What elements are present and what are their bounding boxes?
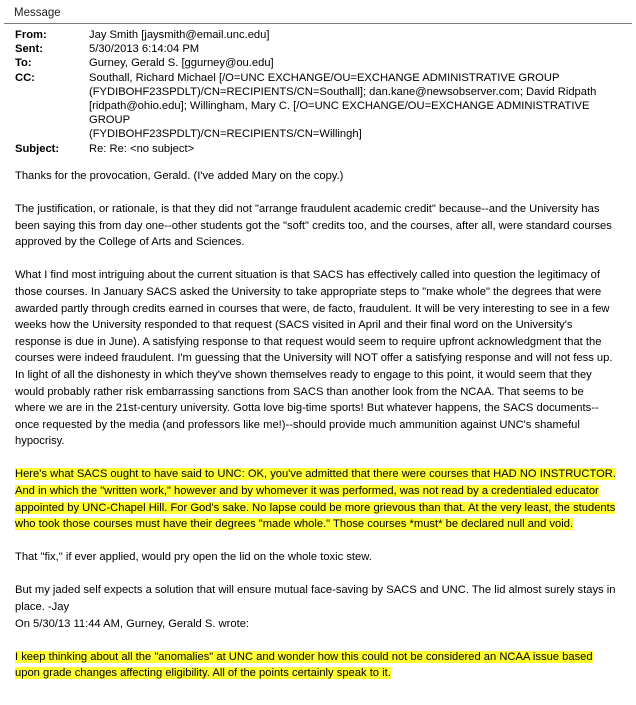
cc-line: (FYDIBOHF23SPDLT)/CN=RECIPIENTS/CN=Southall]; dan.kane@newsobserver.com; David Ridpath (89, 85, 597, 98)
body-paragraph: The justification, or rationale, is that they did not "arrange fraudulent academic credit" because--and the University has been saying this from day one--other students got the "soft" credits too, and the courses, after all, were standard courses approved by the College of Arts and Sciences. (15, 203, 612, 249)
subject-row (15, 142, 630, 156)
from-label: From: (15, 29, 47, 41)
quote-header: On 5/30/13 11:44 AM, Gurney, Gerald S. wrote: (15, 617, 250, 630)
body-paragraph: But my jaded self expects a solution that will ensure mutual face-saving by SACS and UNC. The lid almost surely stays in place. -Jay (15, 584, 616, 613)
sent-label: Sent: (15, 43, 43, 56)
email-body (15, 168, 617, 682)
cc-row (15, 71, 630, 142)
highlighted-paragraph (15, 466, 617, 532)
sent-value: 5/30/2013 6:14:04 PM (89, 43, 200, 56)
cc-value (89, 71, 630, 142)
email-headers (15, 28, 630, 156)
from-value: Jay Smith [jaysmith@email.unc.edu] (89, 29, 270, 41)
body-paragraph: What I find most intriguing about the current situation is that SACS has effectively called into question the legitimacy of those courses. In January SACS asked the University to take appropriate steps to "make whole" the degrees that were awarded partly through credits earned in courses that were, de facto, fraudulent. It will be very interesting to see in a few weeks how the University responded to that request (SACS visited in April and their final word on the University's response is due in June). A satisfying response to that request would seem to require upfront acknowledgment that the courses were indeed fraudulent. I'm guessing that the University will NOT offer a satisfying response and will not fess up. In light of all the dishonesty in which they've shown themselves ready to engage to this point, it would seem that they would probably rather risk embarrassing sanctions from SACS than another look from the NCAA. That seems to be where we are in the 21st-century university. Gotta love big-time sports! But whatever happens, the SACS documents--once requested by the media (and professors like me!)--should provide much ammunition against UNC's shameful hypocrisy. (15, 269, 613, 448)
cc-line: Southall, Richard Michael [/O=UNC EXCHANGE/OU=EXCHANGE ADMINISTRATIVE GROUP (89, 71, 560, 84)
quoted-paragraph (15, 649, 617, 682)
cc-line: (FYDIBOHF23SPDLT)/CN=RECIPIENTS/CN=Willingh] (89, 128, 362, 141)
to-value: Gurney, Gerald S. [ggurney@ou.edu] (89, 57, 274, 70)
subject-label: Subject: (15, 142, 60, 155)
cc-line: [ridpath@ohio.edu]; Willingham, Mary C. [/O=UNC EXCHANGE/OU=EXCHANGE ADMINISTRATIVE GROUP (89, 100, 590, 127)
header-divider (4, 23, 632, 24)
to-label: To: (15, 57, 32, 70)
body-paragraph: Thanks for the provocation, Gerald. (I've added Mary on the copy.) (15, 170, 344, 182)
highlight: Here's what SACS ought to have said to UNC: OK, you've admitted that there were courses that HAD NO INSTRUCTOR. And in which the "written work," however and by whomever it was performed, was not read by a credentialed educator appointed by UNC-Chapel Hill. For God's sake. No lapse could be more grievous than that. At the very least, the students who took those courses must have their degrees "made whole." Those courses *must* be declared null and void. (15, 468, 616, 531)
sent-row (15, 42, 630, 56)
to-row (15, 56, 630, 70)
highlight: I keep thinking about all the "anomalies" at UNC and wonder how this could not be considered an NCAA issue based upon grade changes affecting eligibility. All of the points certainly speak to it. (15, 650, 593, 680)
body-paragraph: That "fix," if ever applied, would pry open the lid on the whole toxic stew. (15, 551, 372, 564)
cc-label: CC: (15, 71, 35, 84)
subject-value: Re: Re: <no subject> (89, 142, 195, 155)
from-row (15, 28, 630, 42)
message-label: Message (14, 7, 61, 19)
